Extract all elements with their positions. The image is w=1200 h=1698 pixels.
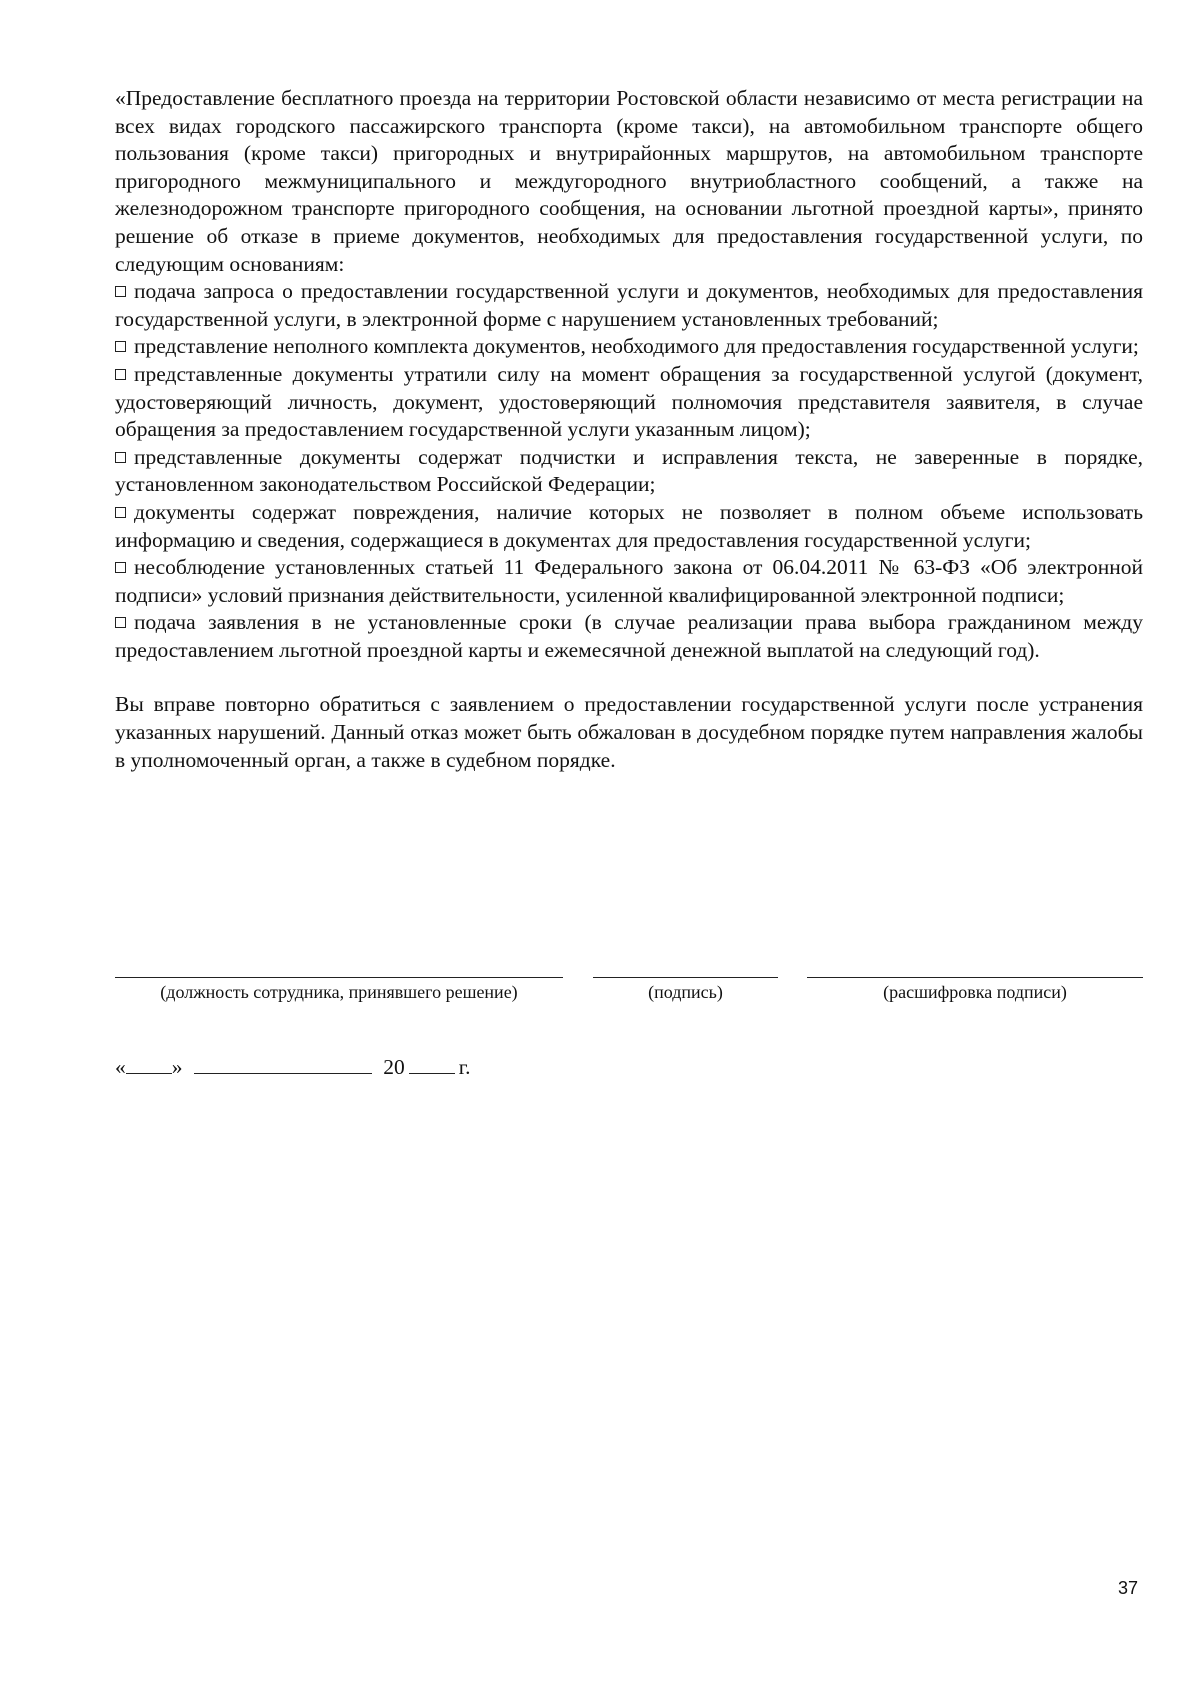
decoding-line xyxy=(807,977,1143,978)
page-number: 37 xyxy=(1118,1578,1139,1598)
date-year-suffix: г. xyxy=(458,1055,471,1079)
position-line xyxy=(115,977,563,978)
checkbox-square-icon xyxy=(115,369,126,380)
checkbox-square-icon xyxy=(115,507,126,518)
date-close-quote: » xyxy=(171,1055,183,1079)
signature-caption: (подпись) xyxy=(648,982,723,1002)
closing-paragraph: Вы вправе повторно обратиться с заявлением о предоставлении государственной услуги после устранения указанных нарушений. Данный отказ может быть обжалован в досудебном порядке путем направления жалобы в уполномоченный орган, а также в судебном порядке. xyxy=(115,692,1143,772)
decoding-caption: (расшифровка подписи) xyxy=(883,982,1067,1002)
checkbox-square-icon xyxy=(115,452,126,463)
checkbox-square-icon xyxy=(115,562,126,573)
month-blank xyxy=(194,1053,372,1074)
document-body xyxy=(115,85,1143,774)
refusal-reason-item: подача запроса о предоставлении государственной услуги и документов, необходимых для предоставления государственной услуги, в электронной форме с нарушением установленных требований; xyxy=(115,279,1143,331)
position-field xyxy=(115,977,563,1003)
date-century: 20 xyxy=(383,1055,405,1079)
date-line xyxy=(115,1053,471,1081)
checkbox-square-icon xyxy=(115,617,126,628)
decoding-field xyxy=(807,977,1143,1003)
checkbox-square-icon xyxy=(115,341,126,352)
refusal-reason-item: представленные документы содержат подчистки и исправления текста, не заверенные в порядке, установленном законодательством Российской Федерации; xyxy=(115,444,1143,497)
checkbox-square-icon xyxy=(115,286,126,297)
refusal-reason-item: представленные документы утратили силу на момент обращения за государственной услугой (документ, удостоверяющий личность, документ, удостоверяющий полномочия представителя заявителя, в случае обращения за предоставлением государственной услуги указанным лицом); xyxy=(115,361,1143,442)
refusal-reason-item: несоблюдение установленных статьей 11 Федерального закона от 06.04.2011 № 63-ФЗ «Об электронной подписи» условий признания действительности, усиленной квалифицированной электронной подписи; xyxy=(115,555,1143,607)
refusal-reason-item: подача заявления в не установленные сроки (в случае реализации права выбора гражданином между предоставлением льготной проездной карты и ежемесячной денежной выплатой на следующий год). xyxy=(115,610,1143,662)
signature-line xyxy=(593,977,778,978)
intro-paragraph: «Предоставление бесплатного проезда на территории Ростовской области независимо от места регистрации на всех видах городского пассажирского транспорта (кроме такси), на автомобильном транспорте общего пользования (кроме такси) пригородных и внутрирайонных маршрутов, на автомобильном транспорте пригородного межмуниципального и междугородного внутриобластного сообщений, а также на железнодорожном транспорте пригородного сообщения, на основании льготной проездной карты», принято решение об отказе в приеме документов, необходимых для предоставления государственной услуги, по следующим основаниям: xyxy=(115,86,1143,276)
refusal-reason-item: документы содержат повреждения, наличие которых не позволяет в полном объеме использовать информацию и сведения, содержащиеся в документах для предоставления государственной услуги; xyxy=(115,499,1143,552)
refusal-reason-item: представление неполного комплекта документов, необходимого для предоставления государственной услуги; xyxy=(115,333,1143,361)
day-blank xyxy=(126,1053,172,1074)
year-blank xyxy=(409,1053,455,1074)
position-caption: (должность сотрудника, принявшего решение) xyxy=(160,982,518,1002)
signature-block xyxy=(115,977,1143,1037)
date-open-quote: « xyxy=(115,1055,126,1079)
signature-field xyxy=(593,977,778,1003)
